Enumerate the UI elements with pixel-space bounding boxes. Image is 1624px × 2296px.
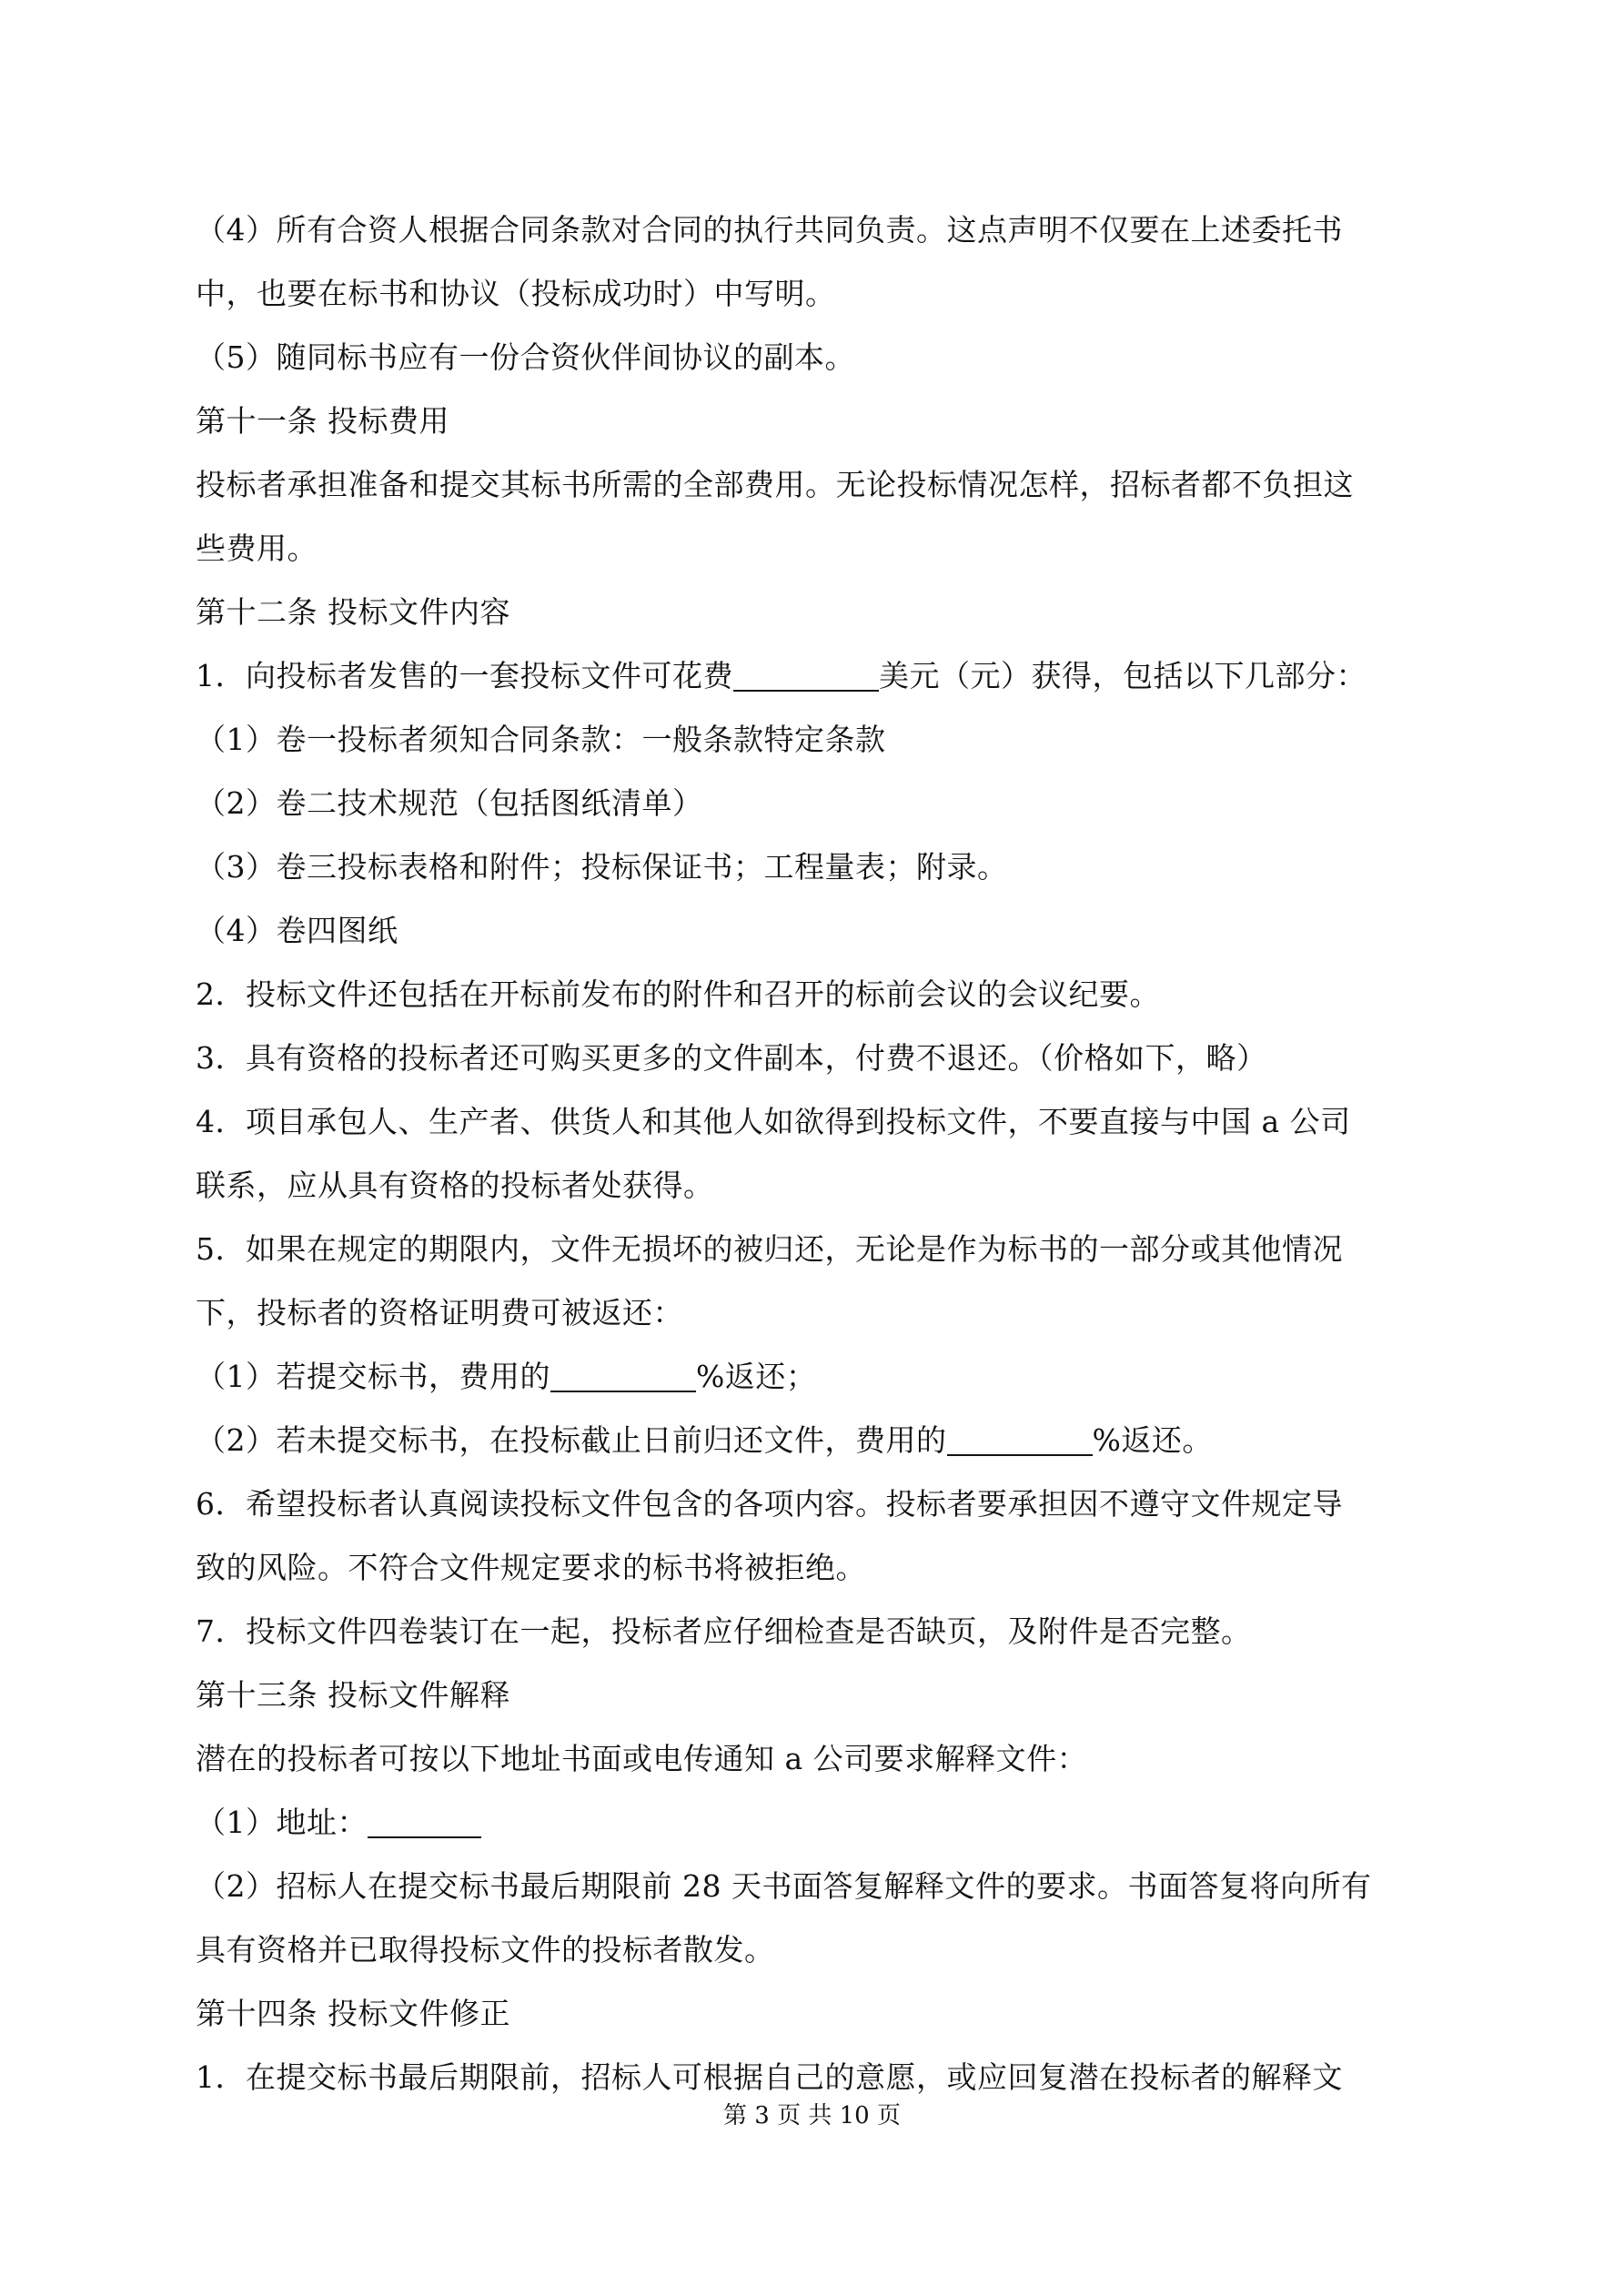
text-line: 些费用。 <box>196 531 318 566</box>
text-line: （5）随同标书应有一份合资伙伴间协议的副本。 <box>196 339 855 375</box>
text-line: （2）卷二技术规范（包括图纸清单） <box>196 785 703 821</box>
text-line: 3．具有资格的投标者还可购买更多的文件副本，付费不退还。（价格如下，略） <box>196 1040 1267 1076</box>
text-segment: 1．向投标者发售的一套投标文件可花费 <box>196 658 733 693</box>
text-segment: %返还。 <box>1092 1422 1213 1458</box>
text-line: 4．项目承包人、生产者、供货人和其他人如欲得到投标文件，不要直接与中国 a 公司 <box>196 1104 1351 1139</box>
text-line: 投标者承担准备和提交其标书所需的全部费用。无论投标情况怎样，招标者都不负担这 <box>196 467 1354 502</box>
text-line: （3）卷三投标表格和附件；投标保证书；工程量表；附录。 <box>196 849 1008 885</box>
text-segment: （1）地址： <box>196 1805 368 1840</box>
text-line: 致的风险。不符合文件规定要求的标书将被拒绝。 <box>196 1550 866 1585</box>
text-line: （4）所有合资人根据合同条款对合同的执行共同负责。这点声明不仅要在上述委托书 <box>196 212 1343 248</box>
text-line <box>196 1791 1444 1855</box>
page-number: 第 3 页 共 10 页 <box>723 2102 901 2129</box>
fill-blank <box>733 657 879 692</box>
text-line: 中，也要在标书和协议（投标成功时）中写明。 <box>196 276 836 311</box>
text-line: 下，投标者的资格证明费可被返还： <box>196 1295 683 1330</box>
text-line <box>196 1345 1444 1409</box>
section-heading: 第十二条 投标文件内容 <box>196 594 510 630</box>
text-segment: 美元（元）获得，包括以下几部分： <box>879 658 1367 693</box>
fill-blank <box>550 1358 696 1392</box>
text-line: （2）招标人在提交标书最后期限前 28 天书面答复解释文件的要求。书面答复将向所有 <box>196 1868 1372 1904</box>
text-line: 5．如果在规定的期限内，文件无损坏的被归还，无论是作为标书的一部分或其他情况 <box>196 1231 1343 1267</box>
text-line: （4）卷四图纸 <box>196 913 398 948</box>
text-line: 7．投标文件四卷装订在一起，投标者应仔细检查是否缺页，及附件是否完整。 <box>196 1613 1252 1649</box>
text-line: 具有资格并已取得投标文件的投标者散发。 <box>196 1932 775 1967</box>
text-line <box>196 644 1444 708</box>
section-heading: 第十三条 投标文件解释 <box>196 1677 510 1713</box>
document-body <box>196 198 1444 2109</box>
text-segment: %返还； <box>696 1359 817 1394</box>
text-line <box>196 1409 1444 1472</box>
section-heading: 第十四条 投标文件修正 <box>196 1996 510 2031</box>
text-segment: （2）若未提交标书，在投标截止日前归还文件，费用的 <box>196 1422 947 1458</box>
text-line: 2．投标文件还包括在开标前发布的附件和召开的标前会议的会议纪要。 <box>196 976 1160 1012</box>
fill-blank <box>368 1804 481 1838</box>
fill-blank <box>947 1421 1093 1456</box>
text-segment: （1）若提交标书，费用的 <box>196 1359 550 1394</box>
section-heading: 第十一条 投标费用 <box>196 403 449 439</box>
text-line: 1．在提交标书最后期限前，招标人可根据自己的意愿，或应回复潜在投标者的解释文 <box>196 2059 1343 2095</box>
text-line: 6．希望投标者认真阅读投标文件包含的各项内容。投标者要承担因不遵守文件规定导 <box>196 1486 1343 1522</box>
text-line: 联系，应从具有资格的投标者处获得。 <box>196 1168 714 1203</box>
text-line: 潜在的投标者可按以下地址书面或电传通知 a 公司要求解释文件： <box>196 1741 1088 1776</box>
text-line: （1）卷一投标者须知合同条款：一般条款特定条款 <box>196 722 886 757</box>
